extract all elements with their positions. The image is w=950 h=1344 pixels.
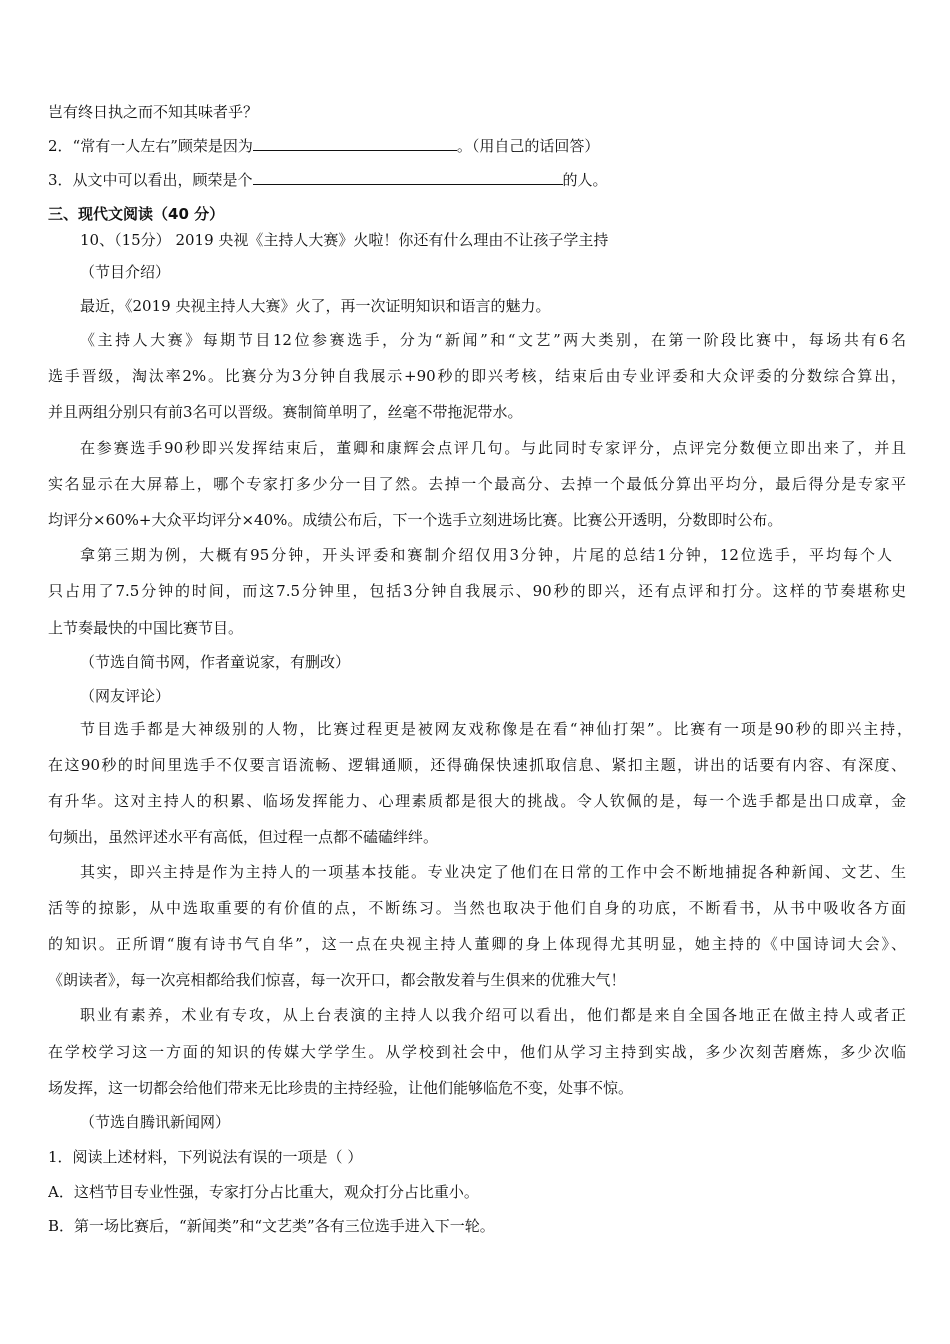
paragraph-line: 其实，即兴主持是作为主持人的一项基本技能。专业决定了他们在日常的工作中会不断地捕捉各种新闻、文艺、生: [80, 863, 906, 881]
question-10-title: 10、（15分） 2019 央视《主持人大赛》火啦！你还有什么理由不让孩子学主持: [80, 231, 609, 249]
paragraph-line: 《主持人大赛》每期节目12位参赛选手，分为“新闻”和“文艺”两大类别，在第一阶段比赛中，每场共有6名: [80, 331, 906, 349]
source-note: （节目介绍）: [80, 263, 171, 281]
paragraph-line: 在参赛选手90秒即兴发挥结束后，董卿和康辉会点评几句。与此同时专家评分，点评完分数便立即出来了，并且: [80, 439, 906, 457]
paragraph-line: 场发挥，这一切都会给他们带来无比珍贵的主持经验，让他们能够临危不变，处事不惊。: [48, 1079, 634, 1097]
answer-blank: [253, 135, 457, 151]
paragraph-line: 实名显示在大屏幕上，哪个专家打多少分一目了然。去掉一个最高分、去掉一个最低分算出平均分，最后得分是专家平: [48, 475, 906, 493]
text-line: 岂有终日执之而不知其味者乎？: [48, 103, 259, 121]
paragraph-line: 的知识。正所谓“腹有诗书气自华”，这一点在央视主持人董卿的身上体现得尤其明显，她主持的《中国诗词大会》、: [48, 935, 906, 953]
section-heading: 三、现代文阅读（40 分）: [48, 205, 225, 223]
paragraph-line: 最近，《2019 央视主持人大赛》火了，再一次证明知识和语言的魅力。: [80, 297, 551, 315]
paragraph-line: 活等的掠影，从中选取重要的有价值的点，不断练习。当然也取决于他们自身的功底，不断看书，从书中吸收各方面: [48, 899, 906, 917]
q2-suffix: 。（用自己的话回答）: [456, 137, 600, 155]
paragraph-line: 并且两组分别只有前3名可以晋级。赛制简单明了，丝毫不带拖泥带水。: [48, 403, 523, 421]
paragraph-line: 上节奏最快的中国比赛节目。: [48, 619, 244, 637]
paragraph-line: 职业有素养，术业有专攻，从上台表演的主持人以我介绍可以看出，他们都是来自全国各地正在做主持人或者正: [80, 1006, 906, 1024]
question-1: 1．阅读上述材料，下列说法有误的一项是（ ）: [48, 1148, 363, 1166]
q3-prefix: 3．从文中可以看出，顾荣是个: [48, 171, 253, 189]
paragraph-line: 《朗读者》，每一次亮相都给我们惊喜，每一次开口，都会散发着与生俱来的优雅大气！: [48, 971, 626, 989]
paragraph-line: 拿第三期为例，大概有95分钟，开头评委和赛制介绍仅用3分钟，片尾的总结1分钟，12位选手，平均每个人: [80, 546, 892, 564]
paragraph-line: 选手晋级，淘汰率2%。比赛分为3分钟自我展示+90秒的即兴考核，结束后由专业评委和大众评委的分数综合算出，: [48, 367, 906, 385]
question-2: [48, 134, 918, 158]
paragraph-line: 在这90秒的时间里选手不仅要言语流畅、逻辑通顺，还得确保快速抓取信息、紧扣主题，讲出的话要有内容、有深度、: [48, 756, 906, 774]
paragraph-line: 均评分×60%+大众平均评分×40%。成绩公布后，下一个选手立刻进场比赛。比赛公开透明，分数即时公布。: [48, 511, 783, 529]
answer-blank: [253, 169, 563, 185]
paragraph-line: 只占用了7.5分钟的时间，而这7.5分钟里，包括3分钟自我展示、90秒的即兴，还有点评和打分。这样的节奏堪称史: [48, 582, 906, 600]
option-b: B．第一场比赛后，“新闻类”和“文艺类”各有三位选手进入下一轮。: [48, 1217, 495, 1235]
paragraph-line: 有升华。这对主持人的积累、临场发挥能力、心理素质都是很大的挑战。令人钦佩的是，每一个选手都是出口成章，金: [48, 792, 906, 810]
source-note: （节选自腾讯新闻网）: [80, 1113, 231, 1131]
paragraph-line: 节目选手都是大神级别的人物，比赛过程更是被网友戏称像是在看“神仙打架”。比赛有一项是90秒的即兴主持，: [80, 720, 912, 738]
paragraph-line: 句频出，虽然评述水平有高低，但过程一点都不磕磕绊绊。: [48, 828, 439, 846]
question-3: [48, 168, 918, 192]
option-a: A．这档节目专业性强，专家打分占比重大，观众打分占比重小。: [48, 1183, 479, 1201]
source-note: （节选自简书网，作者童说家，有删改）: [80, 653, 351, 671]
paragraph-line: 在学校学习这一方面的知识的传媒大学学生。从学校到社会中，他们从学习主持到实战，多少次刻苦磨炼，多少次临: [48, 1043, 906, 1061]
source-note: （网友评论）: [80, 687, 171, 705]
q3-suffix: 的人。: [562, 171, 608, 189]
q2-prefix: 2．“常有一人左右”顾荣是因为: [48, 137, 253, 155]
